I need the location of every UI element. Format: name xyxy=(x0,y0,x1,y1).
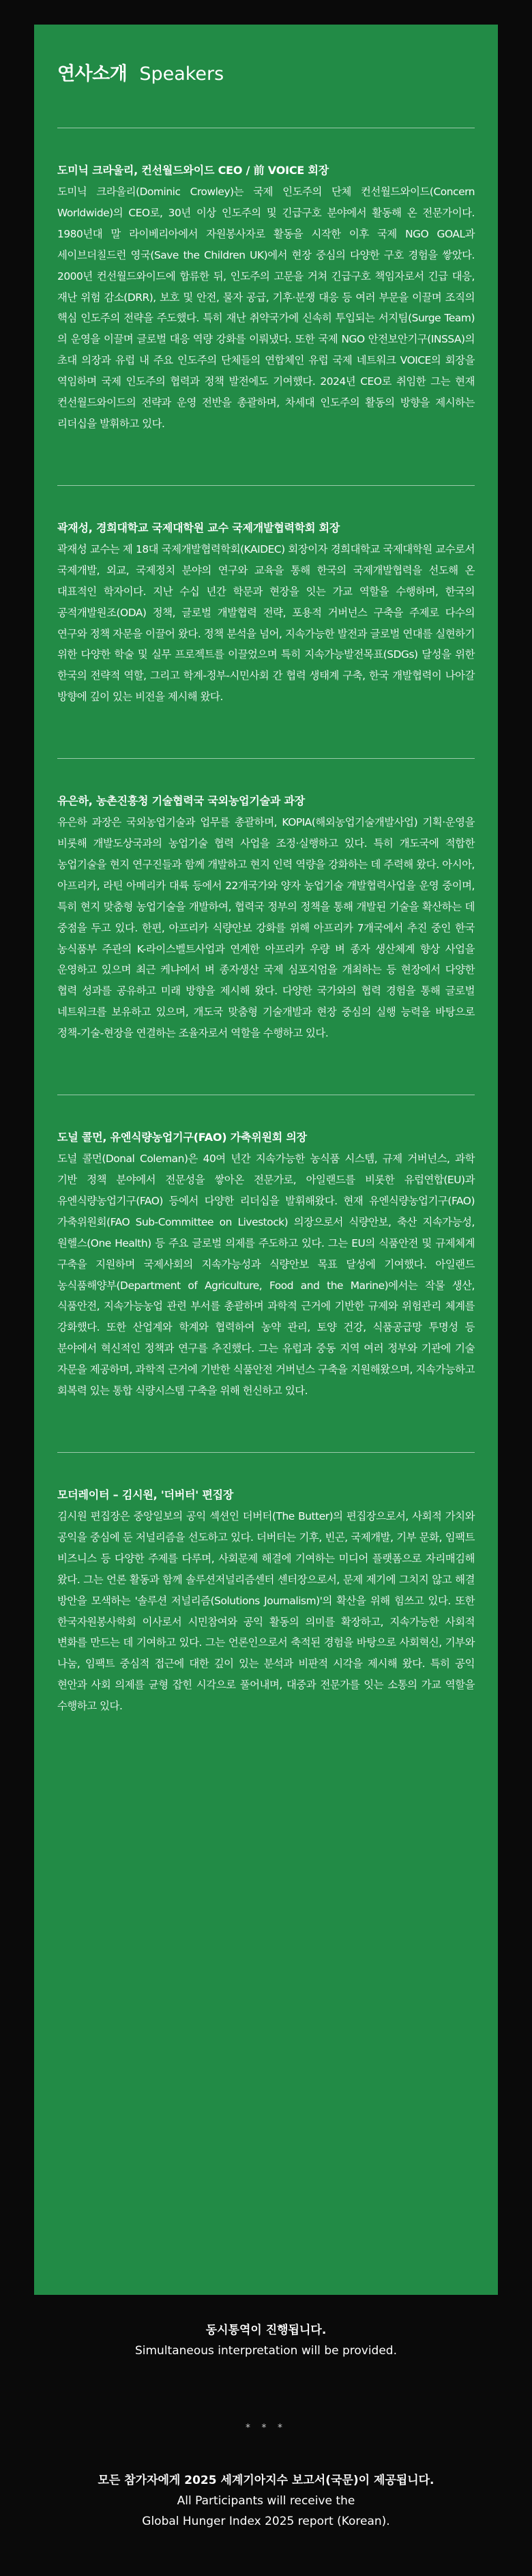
interpretation-notice-en: Simultaneous interpretation will be provided. xyxy=(134,2344,398,2358)
speaker-name: 곽재성, 경희대학교 국제대학원 교수 국제개발협력학회 회장 xyxy=(57,521,340,534)
interpretation-notice-ko: 동시통역이 진행됩니다. xyxy=(205,2324,327,2337)
speaker-name: 도널 콜먼, 유엔식량농업기구(FAO) 가축위원회 의장 xyxy=(57,1131,307,1144)
speaker-bio: 곽재성 교수는 제 18대 국제개발협력학회(KAIDEC) 회장이자 경희대학교 국제대학원 교수로서 국제개발, 외교, 국제정치 분야의 연구와 교육을 통해 한국의 국제개발협력을 선도해 온 대표적인 학자이다. 지난 수십 년간 학문과 현장을 잇는 가교 역할을 수행하며, 한국의 공적개발원조(ODA) 정책, 글로벌 개발협력 전략, 포용적 거버넌스 구축을 주제로 다수의 연구와 정책 자문을 이끌어 왔다. 정책 분석을 넘어, 지속가능한 발전과 글로벌 연대를 실현하기 위한 다양한 학술 및 실무 프로젝트를 이끌었으며 특히 지속가능발전목표(SDGs) 달성을 위한 한국의 전략적 역할, 그리고 학계-정부-시민사회 간 협력 생태계 구축, 한국 개발협력이 나아갈 방향에 깊이 있는 비전을 제시해 왔다. xyxy=(57,542,475,704)
speaker-name: 도미닉 크라울리, 컨선월드와이드 CEO / 前 VOICE 회장 xyxy=(57,164,329,177)
speaker-card-kim xyxy=(57,1452,475,1767)
report-notice-ko: 모든 참가자에게 2025 세계기아지수 보고서(국문)이 제공됩니다. xyxy=(98,2474,434,2487)
speaker-bio: 유은하 과장은 국외농업기술과 업무를 총괄하며, KOPIA(해외농업기술개발사업) 기획·운영을 비롯해 개발도상국과의 농업기술 협력 사업을 조정·실행하고 있다. 특히 개도국에 적합한 농업기술을 현지 연구진들과 함께 개발하고 현지 인력 역량을 강화하는 데 주력해 왔다. 아시아, 아프리카, 라틴 아메리카 대륙 등에서 22개국가와 양자 농업기술 개발협력사업을 운영 중이며, 특히 현지 맞춤형 농업기술을 개발하여, 협력국 정부의 정책을 통해 개발된 기술을 확산하는 데 중점을 두고 있다. 한편, 아프리카 식량안보 강화를 위해 아프리카 7개국에서 추진 중인 한국 농식품부 주관의 K-라이스벨트사업과 연계한 아프리카 우량 벼 종자 생산체계 향상 사업을 운영하고 있으며 최근 케냐에서 벼 종자생산 국제 심포지엄을 개최하는 등 현장에서 다양한 협력 성과를 공유하고 미래 방향을 제시해 왔다. 다양한 국가와의 협력 경험을 통해 글로벌 네트워크를 보유하고 있으며, 개도국 맞춤형 기술개발과 현장 중심의 실행 능력을 바탕으로 정책-기술-현장을 연결하는 조율자로서 역할을 수행하고 있다. xyxy=(57,816,475,1040)
section-heading xyxy=(57,59,475,85)
speaker-bio: 김시원 편집장은 중앙일보의 공익 섹션인 더버터(The Butter)의 편집장으로서, 사회적 가치와 공익을 중심에 둔 저널리즘을 선도하고 있다. 더버터는 기후, 빈곤, 국제개발, 기부 문화, 임팩트 비즈니스 등 다양한 주제를 다루며, 사회문제 해결에 기여하는 미디어 플랫폼으로 자리매김해 왔다. 그는 언론 활동과 함께 솔루션저널리즘센터 센터장으로서, 문제 제기에 그치지 않고 해결 방안을 모색하는 '솔루션 저널리즘(Solutions Journalism)'의 확산을 위해 힘쓰고 있다. 또한 한국자원봉사학회 이사로서 시민참여와 공익 활동의 의미를 확장하고, 지속가능한 사회적 변화를 만드는 데 기여하고 있다. 그는 언론인으로서 축적된 경험을 바탕으로 사회혁신, 기부와 나눔, 임팩트 중심적 접근에 대한 깊이 있는 분석과 비판적 시각을 제시해 왔다. 특히 공익 현안과 사회 의제를 균형 잡힌 시각으로 풀어내며, 대중과 전문가를 잇는 소통의 가교 역할을 수행하고 있다. xyxy=(57,1509,475,1713)
speaker-name: 유은하, 농촌진흥청 기술협력국 국외농업기술과 과장 xyxy=(57,794,305,808)
section-title-en: Speakers xyxy=(139,63,224,85)
speakers-panel xyxy=(34,25,498,2295)
report-notice-en-line2: Global Hunger Index 2025 report (Korean). xyxy=(142,2515,390,2528)
separator-stars: * * * xyxy=(246,2422,286,2433)
speaker-bio: 도미닉 크라울리(Dominic Crowley)는 국제 인도주의 단체 컨선월드와이드(Concern Worldwide)의 CEO로, 30년 이상 인도주의 및 긴급구호 분야에서 활동해 온 전문가이다. 1980년대 말 라이베리아에서 자원봉사자로 활동을 시작한 이후 국제 NGO GOAL과 세이브더칠드런 영국(Save the Children UK)에서 현장 중심의 다양한 구호 경험을 쌓았다. 2000년 컨선월드와이드에 합류한 뒤, 인도주의 고문을 거쳐 긴급구호 책임자로서 긴급 대응, 재난 위험 감소(DRR), 보호 및 안전, 물자 공급, 기후·분쟁 대응 등 여러 부문을 이끌며 조직의 핵심 인도주의 전략을 주도했다. 특히 재난 취약국가에 신속히 투입되는 서지팀(Surge Team)의 운영을 이끌며 글로벌 대응 역량 강화를 이뤄냈다. 또한 국제 NGO 안전보안기구(INSSA)의 초대 의장과 유럽 내 주요 인도주의 단체들의 연합체인 유럽 국제 네트워크 VOICE의 회장을 역임하며 국제 인도주의 협력과 정책 발전에도 기여했다. 2024년 CEO로 취임한 그는 현재 컨선월드와이드의 전략과 운영 전반을 총괄하며, 차세대 인도주의 활동의 방향을 제시하는 리더십을 발휘하고 있다. xyxy=(57,186,475,430)
section-title-ko: 연사소개 xyxy=(57,63,128,85)
speaker-card-kwak xyxy=(57,485,475,758)
interpretation-notice xyxy=(0,2320,532,2361)
speaker-name: 모더레이터 – 김시원, '더버터' 편집장 xyxy=(57,1488,234,1501)
report-notice-en-line1: All Participants will receive the xyxy=(177,2494,355,2508)
speaker-card-crowley xyxy=(57,128,475,485)
speaker-bio: 도널 콜먼(Donal Coleman)은 40여 년간 지속가능한 농식품 시스템, 규제 거버넌스, 과학 기반 정책 분야에서 전문성을 쌓아온 전문가로, 아일랜드를 비롯한 유럽연합(EU)과 유엔식량농업기구(FAO) 등에서 다양한 리더십을 발휘해왔다. 현재 유엔식량농업기구(FAO) 가축위원회(FAO Sub-Committee on Livestock) 의장으로서 식량안보, 축산 지속가능성, 원헬스(One Health) 등 주요 글로벌 의제를 주도하고 있다. 그는 EU의 식품안전 및 규제체계 구축을 지원하며 국제사회의 지속가능성과 식량안보 목표 달성에 기여했다. 아일랜드 농식품해양부(Department of Agriculture, Food and the Marine)에서는 작물 생산, 식품안전, 지속가능농업 관련 부서를 총괄하며 과학적 근거에 기반한 규제와 위험관리 체계를 강화했다. 또한 산업계와 학계와 협력하여 농약 관리, 토양 건강, 식품공급망 투명성 등 분야에서 혁신적인 정책과 연구를 추진했다. 그는 유럽과 중동 지역 여러 정부와 기관에 기술 자문을 제공하며, 과학적 근거에 기반한 식품안전 거버넌스 구축을 지원해왔으며, 지속가능하고 회복력 있는 통합 식량시스템 구축을 위해 헌신하고 있다. xyxy=(57,1153,475,1398)
speaker-card-yoo xyxy=(57,758,475,1095)
report-notice xyxy=(0,2470,532,2532)
speaker-card-coleman xyxy=(57,1095,475,1452)
